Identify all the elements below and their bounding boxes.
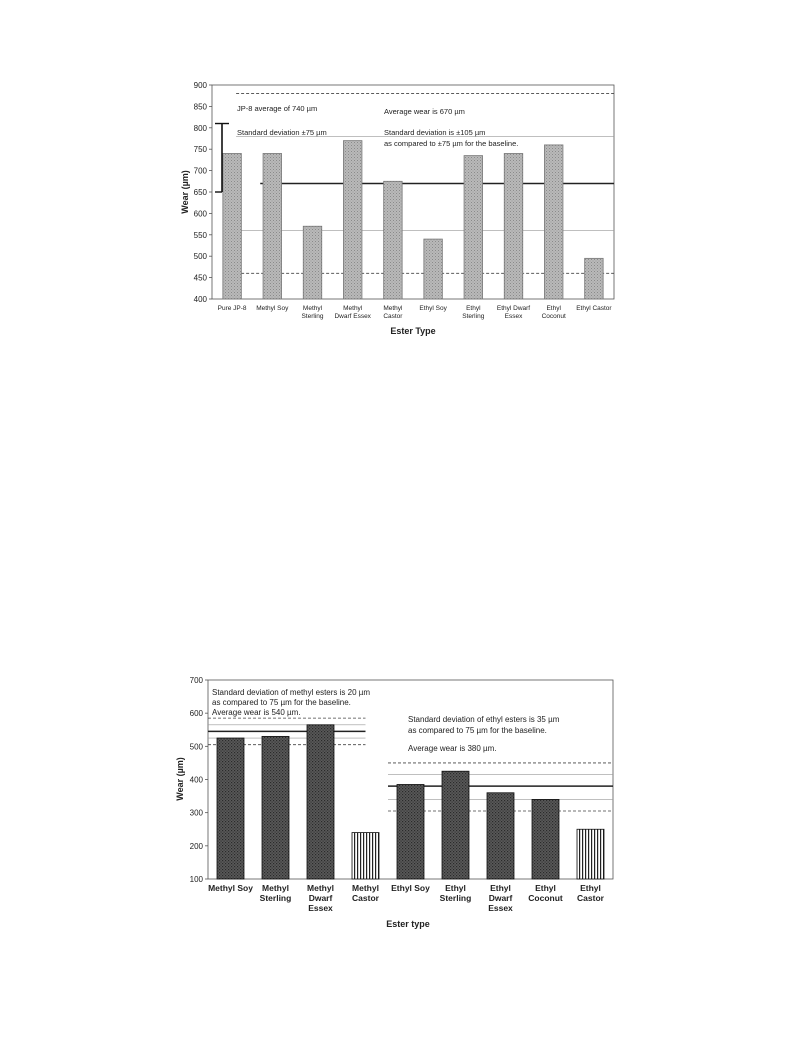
chart2-y-axis-title: Wear (µm) bbox=[175, 757, 185, 801]
chart2-ytick-label: 200 bbox=[189, 841, 203, 851]
chart1-category-label: Ethyl Soy bbox=[419, 305, 447, 312]
chart1-ytick-label: 750 bbox=[193, 145, 207, 155]
chart1-category-label: Methyl Castor bbox=[383, 305, 403, 320]
chart1-ytick-label: 900 bbox=[193, 81, 207, 90]
chart2-note-methyl-average: Average wear is 540 µm. bbox=[212, 708, 301, 717]
chart2-x-axis-title: Ester type bbox=[386, 919, 430, 929]
chart1-bar bbox=[343, 141, 361, 299]
chart2-note-methyl-std: Standard deviation of methyl esters is 20 µm bbox=[212, 688, 371, 697]
chart1-category-label: Methyl Soy bbox=[256, 305, 289, 312]
chart1-category-label: Ethyl Dwarf Essex bbox=[496, 305, 531, 320]
chart1-ytick-label: 450 bbox=[193, 273, 207, 283]
chart2-bar bbox=[442, 771, 469, 879]
chart2-category-label: Ethyl Coconut bbox=[528, 883, 563, 903]
chart2-category-label: Methyl Castor bbox=[352, 883, 379, 903]
chart2-note-methyl-baseline: as compared to 75 µm for the baseline. bbox=[212, 698, 351, 707]
chart2-ytick-label: 400 bbox=[189, 775, 203, 785]
chart2-category-label: Ethyl Soy bbox=[391, 883, 430, 893]
chart2-bar bbox=[397, 784, 424, 879]
chart2-bar bbox=[577, 829, 604, 879]
chart2-bar bbox=[532, 799, 559, 879]
chart1-category-labels bbox=[218, 305, 613, 320]
chart1-bar bbox=[384, 181, 402, 299]
chart2-category-label: Methyl Sterling bbox=[259, 883, 292, 903]
chart2-note-ethyl-std: Standard deviation of ethyl esters is 35 µm bbox=[408, 715, 560, 724]
chart1-note-average-wear: Average wear is 670 µm bbox=[384, 107, 465, 116]
chart1-bar bbox=[303, 226, 321, 299]
chart1-ytick-label: 800 bbox=[193, 123, 207, 133]
chart1-ytick-label: 400 bbox=[193, 295, 207, 304]
chart1-x-axis-title: Ester Type bbox=[390, 326, 436, 336]
chart1-note-jp8-average: JP-8 average of 740 µm bbox=[237, 104, 318, 113]
chart2-bar bbox=[262, 736, 289, 879]
chart1-bar bbox=[464, 156, 482, 299]
chart1-category-label: Methyl Sterling bbox=[301, 305, 324, 320]
chart1-ytick-label: 850 bbox=[193, 102, 207, 112]
chart1-annotations bbox=[237, 104, 518, 148]
chart2-bar bbox=[487, 793, 514, 879]
chart2-category-label: Methyl Dwarf Essex bbox=[307, 883, 334, 913]
chart1-note-std: Standard deviation is ±105 µm bbox=[384, 128, 486, 137]
chart2-category-label: Methyl Soy bbox=[208, 883, 253, 893]
chart1-category-label: Methyl Dwarf Essex bbox=[334, 305, 371, 320]
chart1-ytick-label: 550 bbox=[193, 230, 207, 240]
chart2-ytick-label: 600 bbox=[189, 709, 203, 719]
chart1-category-label: Ethyl Sterling bbox=[462, 305, 485, 320]
chart1-ytick-label: 600 bbox=[193, 209, 207, 219]
chart1-y-ticks bbox=[194, 81, 212, 304]
chart2-y-ticks bbox=[190, 676, 208, 884]
wear-chart-pure-and-ester-blends bbox=[0, 76, 792, 346]
chart1-ytick-label: 500 bbox=[193, 252, 207, 262]
chart1-bar bbox=[424, 239, 442, 299]
chart2-ytick-label: 300 bbox=[189, 808, 203, 818]
chart2-bar bbox=[307, 725, 334, 879]
chart2-ytick-label: 100 bbox=[189, 875, 203, 884]
chart1-y-axis-title: Wear (µm) bbox=[180, 170, 190, 214]
chart2-category-label: Ethyl Sterling bbox=[439, 883, 472, 903]
chart1-bars bbox=[223, 141, 603, 299]
wear-chart-ester-types bbox=[0, 674, 792, 934]
chart1-bar bbox=[263, 153, 281, 299]
chart2-category-labels bbox=[208, 883, 605, 913]
chart1-bar bbox=[223, 153, 241, 299]
chart2-bar bbox=[352, 833, 379, 879]
chart1-bar bbox=[544, 145, 562, 299]
chart2-note-ethyl-baseline: as compared to 75 µm for the baseline. bbox=[408, 726, 547, 735]
chart2-category-label: Ethyl Castor bbox=[577, 883, 604, 903]
chart1-category-label: Ethyl Castor bbox=[576, 305, 612, 312]
chart1-category-label: Ethyl Coconut bbox=[541, 305, 566, 320]
chart1-category-label: Pure JP-8 bbox=[217, 305, 247, 312]
chart2-ytick-label: 700 bbox=[189, 676, 203, 685]
chart1-bar bbox=[504, 153, 522, 299]
chart1-ytick-label: 650 bbox=[193, 188, 207, 197]
chart1-note-baseline: as compared to ±75 µm for the baseline. bbox=[384, 139, 519, 148]
chart2-ytick-label: 500 bbox=[189, 742, 203, 752]
chart1-ytick-label: 700 bbox=[193, 166, 207, 176]
chart1-bar bbox=[585, 258, 603, 299]
chart2-note-ethyl-average: Average wear is 380 µm. bbox=[408, 744, 497, 753]
chart1-note-jp8-std: Standard deviation ±75 µm bbox=[237, 128, 327, 137]
chart2-bar bbox=[217, 738, 244, 879]
chart2-category-label: Ethyl Dwarf Essex bbox=[488, 883, 513, 913]
